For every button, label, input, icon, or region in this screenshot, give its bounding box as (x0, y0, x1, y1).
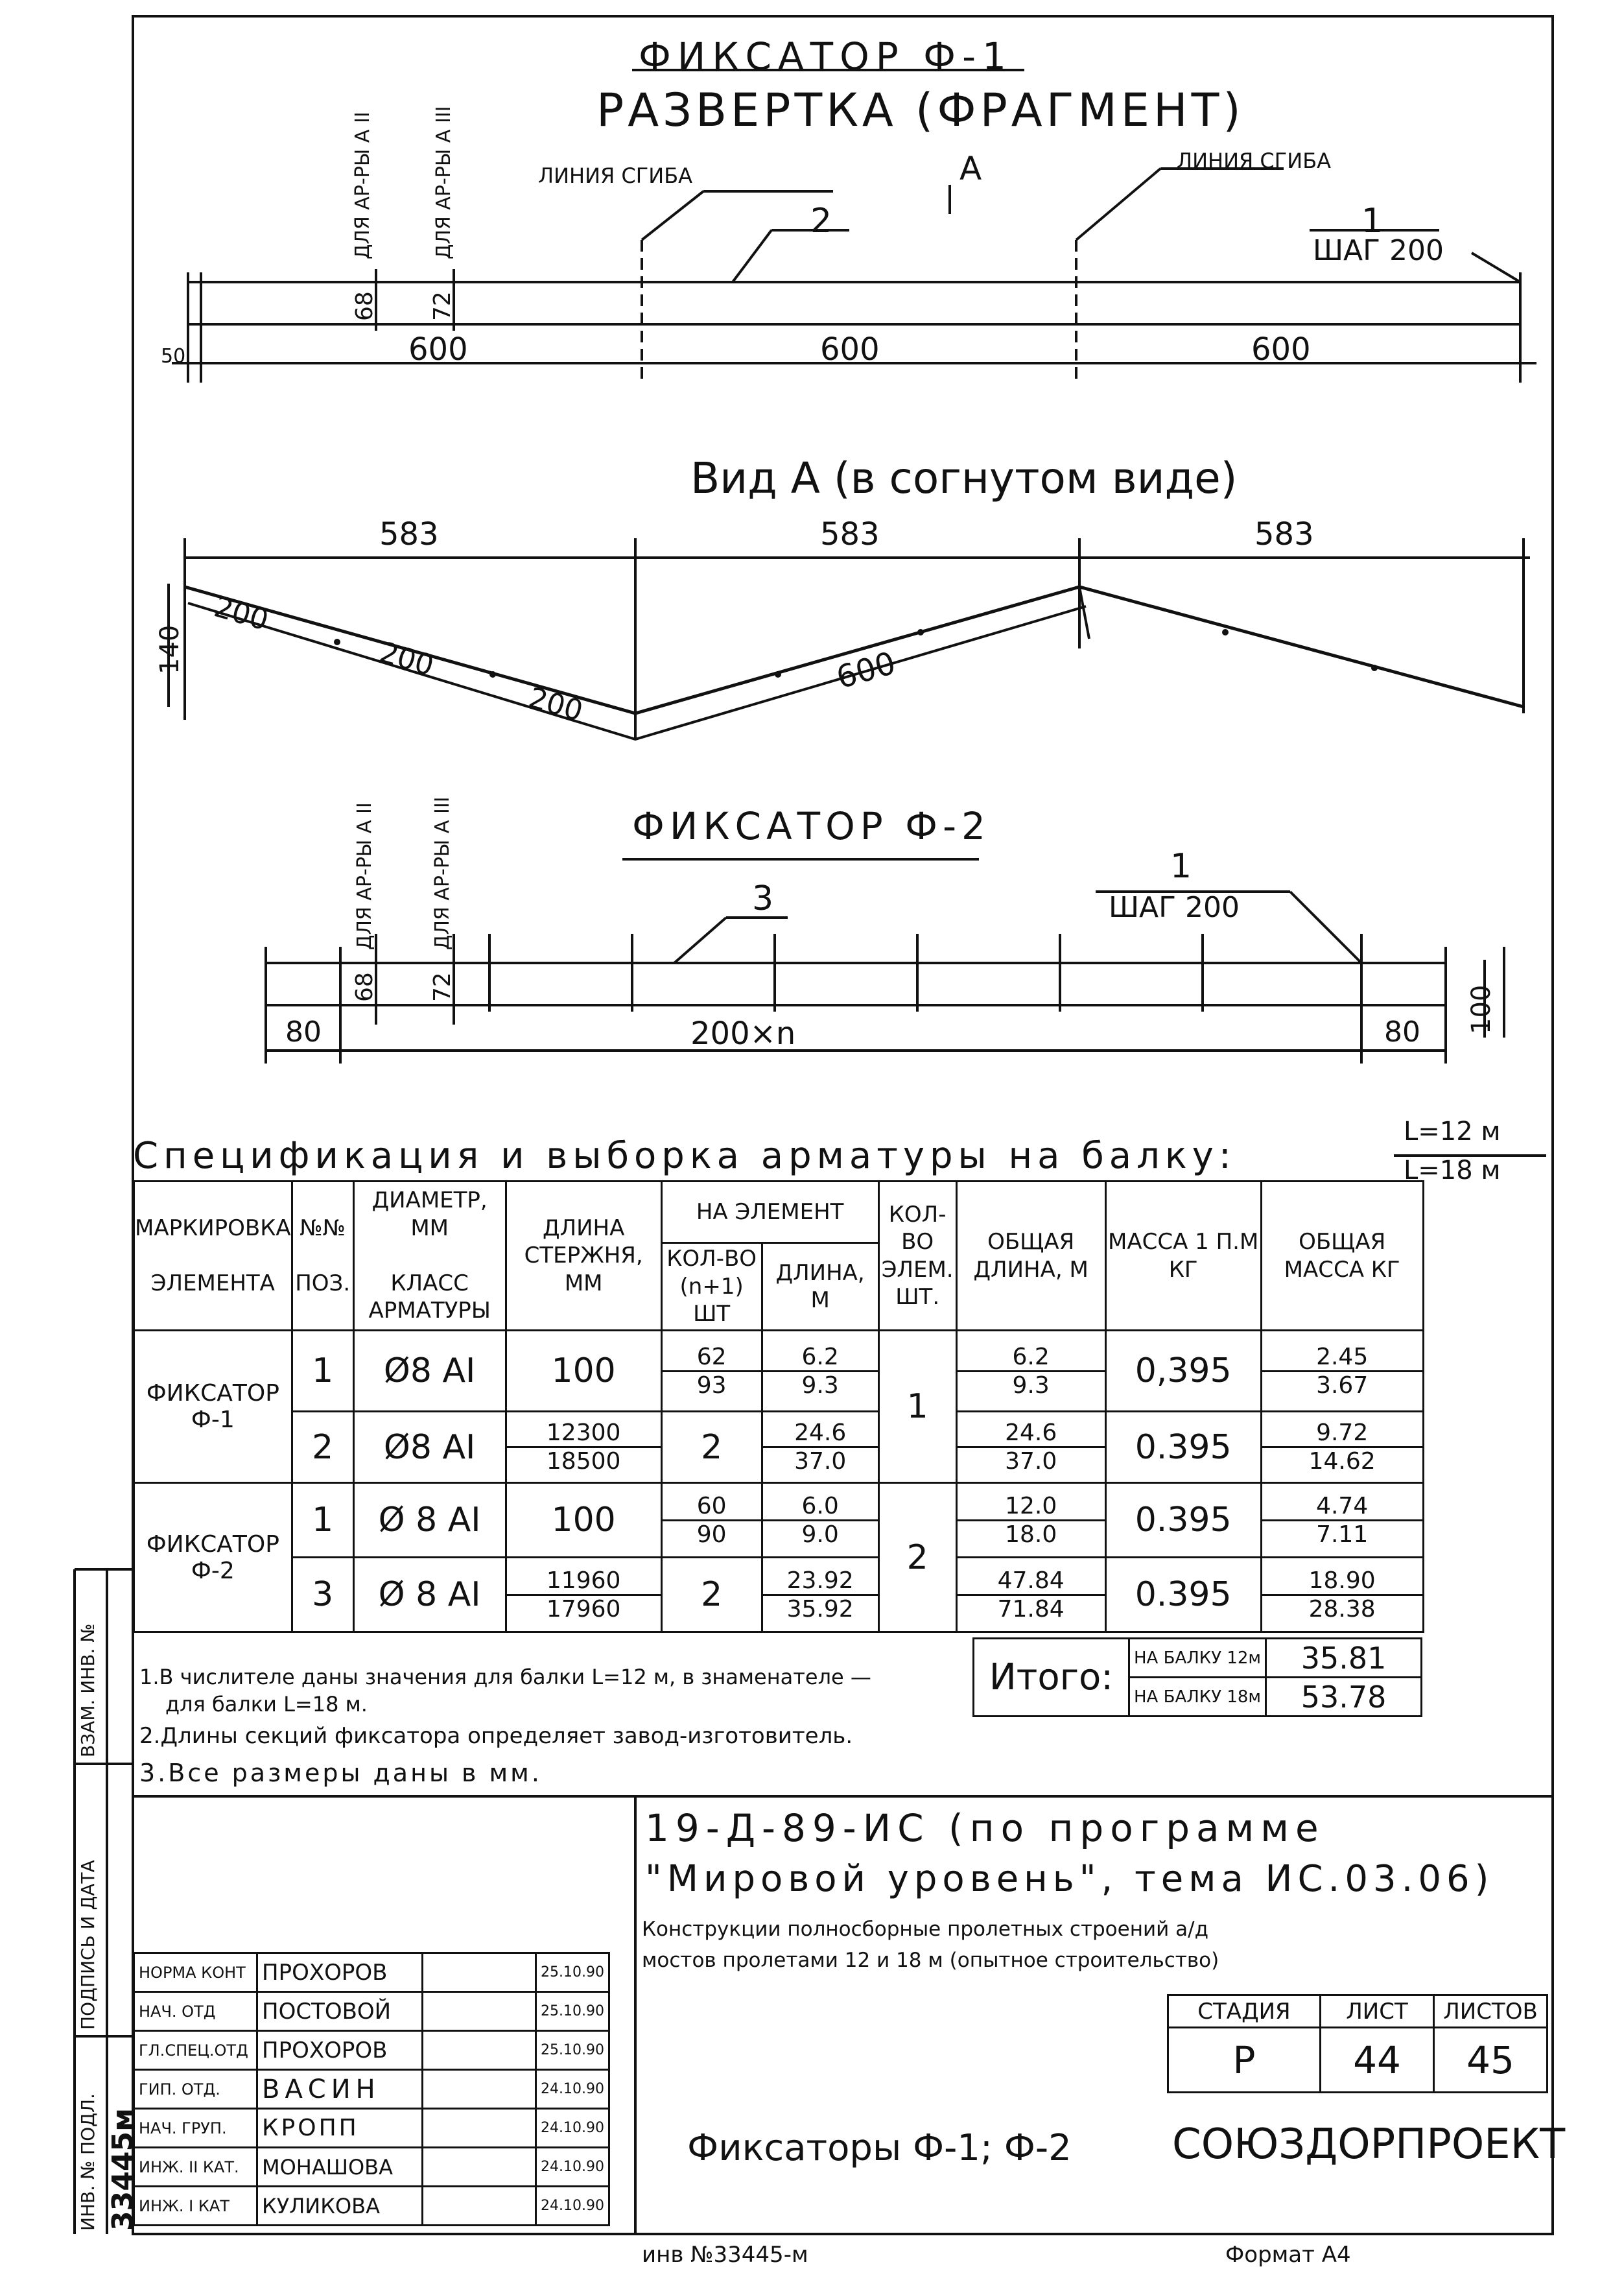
signer-name: КУЛИКОВА (257, 2187, 423, 2226)
spec-title: Спецификация и выборка арматуры на балку: (133, 1135, 1236, 1177)
project-name: Конструкции полносборные пролетных строений а/д (642, 1918, 1209, 1941)
signer-name: ПРОХОРОВ (257, 1953, 423, 1992)
signer-row (134, 2148, 609, 2187)
cell-total-len: 12.0 18.0 (956, 1483, 1105, 1558)
signer-date: 25.10.90 (536, 1953, 609, 1992)
signer-role: ИНЖ. I КАТ (134, 2187, 257, 2226)
f1-subtitle: РАЗВЕРТКА (ФРАГМЕНТ) (596, 84, 1245, 137)
view-a-title: Вид А (в согнутом виде) (690, 453, 1238, 503)
cell-qty: 2 (661, 1412, 762, 1483)
sheets-label: ЛИСТОВ (1434, 1995, 1548, 2028)
cell-mass: 0.395 (1105, 1412, 1261, 1483)
signer-role: НАЧ. ГРУП. (134, 2109, 257, 2148)
signer-row (134, 1992, 609, 2031)
for-a3-label: ДЛЯ АР-РЫ А III (432, 106, 455, 259)
cell-lenm: 23.92 35.92 (762, 1558, 878, 1632)
cell-pos: 1 (292, 1483, 353, 1558)
signer-row (134, 2187, 609, 2226)
drawing-name: Фиксаторы Ф-1; Ф-2 (687, 2127, 1072, 2169)
spec-row-f1-pos2 (134, 1412, 1424, 1483)
view-arrow-label: А (959, 150, 982, 187)
dim-80-b: 80 (1384, 1016, 1420, 1049)
dim-583-c: 583 (1254, 516, 1314, 553)
total-12-label: НА БАЛКУ 12м (1129, 1639, 1266, 1678)
cell-diam: Ø 8 AI (353, 1558, 506, 1632)
signer-role: НОРМА КОНТ (134, 1953, 257, 1992)
hdr-mass: МАССА 1 П.М КГ (1105, 1182, 1261, 1331)
note-1: 1.В числителе даны значения для балки L=12 м, в знаменателе — (139, 1665, 871, 1689)
signer-row (134, 2031, 609, 2070)
cell-total-len: 24.6 37.0 (956, 1412, 1105, 1483)
cell-element-f2: ФИКСАТОР Ф-2 (134, 1483, 292, 1632)
cell-mass: 0.395 (1105, 1558, 1261, 1632)
stage-label: СТАДИЯ (1168, 1995, 1321, 2028)
cell-mass: 0,395 (1105, 1331, 1261, 1412)
position-1-label: 1 (1361, 202, 1383, 241)
note-1b: для балки L=18 м. (165, 1692, 368, 1717)
note-3: 3.Все размеры даны в мм. (139, 1759, 542, 1787)
cell-total-mass: 18.90 28.38 (1261, 1558, 1423, 1632)
organization: СОЮЗДОРПРОЕКТ (1172, 2121, 1566, 2169)
signer-name: МОНАШОВА (257, 2148, 423, 2187)
dim-68b: 68 (351, 972, 378, 1002)
pitch-label: ШАГ 200 (1313, 234, 1444, 267)
cell-total-len: 6.2 9.3 (956, 1331, 1105, 1412)
format-label: Формат А4 (1225, 2242, 1351, 2268)
total-12-value: 35.81 (1266, 1639, 1422, 1678)
spec-l12: L=12 м (1404, 1117, 1501, 1147)
cell-diam: Ø8 AI (353, 1331, 506, 1412)
cell-pos: 3 (292, 1558, 353, 1632)
dim-200-b: 200 (375, 636, 438, 683)
cell-qty: 60 90 (661, 1483, 762, 1558)
position-3-label: 3 (752, 879, 774, 918)
cell-len: 11960 17960 (506, 1558, 661, 1632)
hdr-per-element: НА ЭЛЕМЕНТ (661, 1182, 878, 1243)
sheet-label: ЛИСТ (1321, 1995, 1434, 2028)
stage-value: Р (1168, 2028, 1321, 2093)
cell-qty-el: 2 (878, 1483, 956, 1632)
signer-date: 24.10.90 (536, 2148, 609, 2187)
signer-role: НАЧ. ОТД (134, 1992, 257, 2031)
total-18-label: НА БАЛКУ 18м (1129, 1678, 1266, 1717)
signer-role: ИНЖ. II КАТ. (134, 2148, 257, 2187)
hdr-len-m: ДЛИНА, М (762, 1243, 878, 1331)
cell-len: 100 (506, 1331, 661, 1412)
bottom-inv: инв №33445-м (642, 2242, 808, 2268)
signer-name: ПРОХОРОВ (257, 2031, 423, 2070)
signer-date: 24.10.90 (536, 2109, 609, 2148)
dim-583-b: 583 (820, 516, 880, 553)
hdr-qty-el: КОЛ-ВО ЭЛЕМ. ШТ. (878, 1182, 956, 1331)
cell-element-f1: ФИКСАТОР Ф-1 (134, 1331, 292, 1483)
sheets-value: 45 (1434, 2028, 1548, 2093)
spec-row-f1-pos1 (134, 1331, 1424, 1412)
position-1b-label: 1 (1170, 847, 1192, 886)
signer-row (134, 2109, 609, 2148)
cell-total-mass: 9.72 14.62 (1261, 1412, 1423, 1483)
signers-table (133, 1952, 610, 2226)
signer-role: ГИП. ОТД. (134, 2070, 257, 2109)
signer-name: ВАСИН (257, 2070, 423, 2109)
hdr-total-len: ОБЩАЯ ДЛИНА, М (956, 1182, 1105, 1331)
signer-role: ГЛ.СПЕЦ.ОТД (134, 2031, 257, 2070)
stage-table (1167, 1994, 1548, 2093)
cell-len: 100 (506, 1483, 661, 1558)
cell-qty: 62 93 (661, 1331, 762, 1412)
bend-line-right-label: ЛИНИЯ СГИБА (1177, 149, 1332, 173)
side-sign-label: ПОДПИСЬ И ДАТА (77, 1860, 99, 2030)
dim-583-a: 583 (379, 516, 439, 553)
dim-600-d: 600 (832, 645, 900, 696)
dim-200n: 200×n (690, 1016, 796, 1052)
pitch2-label: ШАГ 200 (1109, 891, 1240, 924)
cell-diam: Ø8 AI (353, 1412, 506, 1483)
dim-600-c: 600 (1251, 331, 1311, 368)
hdr-len: ДЛИНА СТЕРЖНЯ, ММ (506, 1182, 661, 1331)
signer-date: 25.10.90 (536, 2031, 609, 2070)
cell-qty: 2 (661, 1558, 762, 1632)
total-label: Итого: (974, 1639, 1129, 1717)
totals-table (972, 1637, 1422, 1717)
signer-name: КРОПП (257, 2109, 423, 2148)
hdr-pos: №№ ПОЗ. (292, 1182, 353, 1331)
dim-140: 140 (155, 624, 185, 674)
dim-68: 68 (351, 291, 378, 321)
for-a2b-label: ДЛЯ АР-РЫ А II (353, 802, 376, 950)
hdr-total-mass: ОБЩАЯ МАССА КГ (1261, 1182, 1423, 1331)
signer-row (134, 2070, 609, 2109)
side-vzam-label: ВЗАМ. ИНВ. № (77, 1623, 99, 1757)
cell-qty-el: 1 (878, 1331, 956, 1483)
hdr-qty: КОЛ-ВО (n+1) ШТ (661, 1243, 762, 1331)
signer-row (134, 1953, 609, 1992)
hdr-diam: ДИАМЕТР, ММ КЛАСС АРМАТУРЫ (353, 1182, 506, 1331)
inv-number: 33445м (106, 2108, 139, 2231)
cell-lenm: 6.0 9.0 (762, 1483, 878, 1558)
dim-50: 50 (161, 345, 186, 368)
spec-row-f2-pos3 (134, 1558, 1424, 1632)
doc-code-2: "Мировой уровень", тема ИС.03.06) (645, 1858, 1494, 1900)
side-inv-label: ИНВ. № ПОДЛ. (77, 2093, 99, 2231)
cell-mass: 0.395 (1105, 1483, 1261, 1558)
dim-200-c: 200 (524, 681, 587, 728)
hdr-mark: МАРКИРОВКА ЭЛЕМЕНТА (134, 1182, 292, 1331)
project-name-2: мостов пролетами 12 и 18 м (опытное строительство) (642, 1949, 1219, 1972)
signer-date: 24.10.90 (536, 2187, 609, 2226)
signer-date: 24.10.90 (536, 2070, 609, 2109)
cell-lenm: 6.2 9.3 (762, 1331, 878, 1412)
cell-total-mass: 4.74 7.11 (1261, 1483, 1423, 1558)
dim-72: 72 (429, 291, 456, 321)
cell-lenm: 24.6 37.0 (762, 1412, 878, 1483)
spec-table (133, 1180, 1424, 1633)
signer-date: 25.10.90 (536, 1992, 609, 2031)
spec-l18: L=18 м (1404, 1156, 1501, 1185)
f2-title: ФИКСАТОР Ф-2 (632, 804, 991, 848)
cell-total-mass: 2.45 3.67 (1261, 1331, 1423, 1412)
f1-title: ФИКСАТОР Ф-1 (639, 34, 1013, 78)
dim-600-b: 600 (820, 331, 880, 368)
cell-pos: 1 (292, 1331, 353, 1412)
cell-total-len: 47.84 71.84 (956, 1558, 1105, 1632)
total-18-value: 53.78 (1266, 1678, 1422, 1717)
doc-code: 19-Д-89-ИС (по программе (645, 1806, 1325, 1850)
bend-line-left-label: ЛИНИЯ СГИБА (538, 163, 693, 188)
for-a2-label: ДЛЯ АР-РЫ А II (351, 112, 374, 259)
dim-100: 100 (1466, 984, 1496, 1034)
signer-name: ПОСТОВОЙ (257, 1992, 423, 2031)
sheet-value: 44 (1321, 2028, 1434, 2093)
note-2: 2.Длины секций фиксатора определяет завод-изготовитель. (139, 1723, 853, 1749)
cell-pos: 2 (292, 1412, 353, 1483)
cell-len: 12300 18500 (506, 1412, 661, 1483)
dim-72b: 72 (429, 972, 456, 1002)
dim-80-a: 80 (285, 1016, 322, 1049)
cell-diam: Ø 8 AI (353, 1483, 506, 1558)
spec-row-f2-pos1 (134, 1483, 1424, 1558)
for-a3b-label: ДЛЯ АР-РЫ А III (431, 796, 454, 950)
dim-200-a: 200 (210, 590, 272, 637)
dim-600-a: 600 (408, 331, 468, 368)
position-2-label: 2 (810, 202, 832, 241)
